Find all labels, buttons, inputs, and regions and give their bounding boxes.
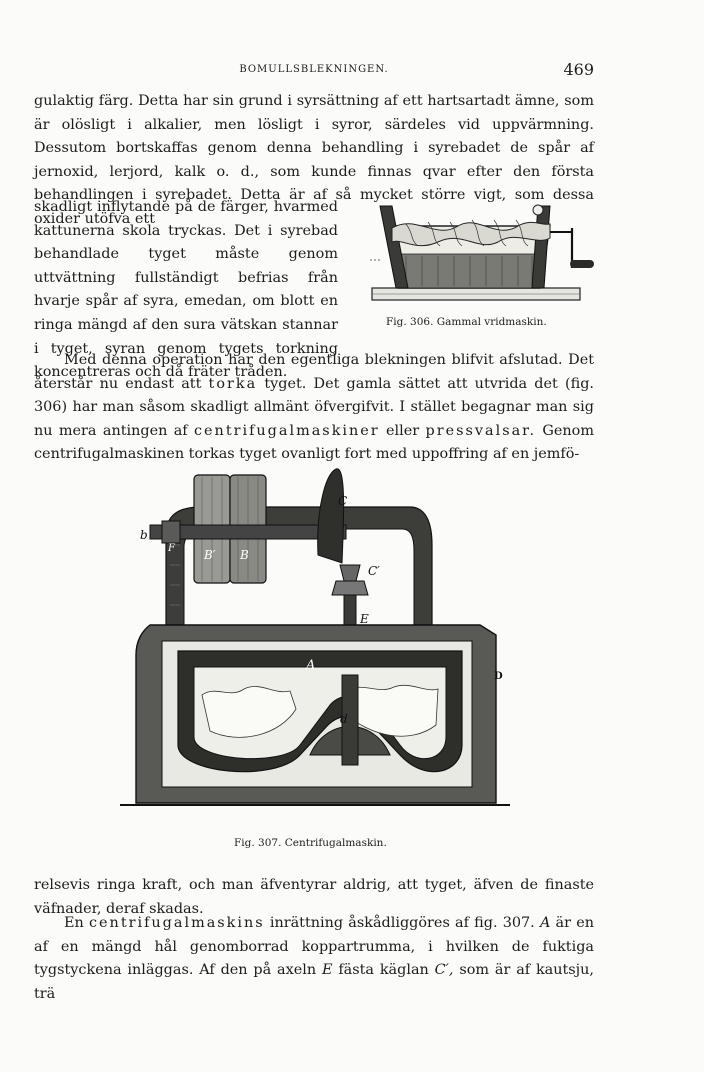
machine-term-centrifugalmaskins: centrifugalmaskins [88, 915, 265, 931]
drying-term-centrifugalmaskiner: centrifugalmaskiner [193, 422, 380, 439]
label-d: d [340, 712, 348, 726]
drying-text-4: Genom centrifugalmaskinen torkas tyget ovanligt fort med uppoffring af en jemfö- [34, 422, 594, 463]
machine-text-4: fästa käglan [332, 962, 435, 979]
drying-text-3: eller [379, 422, 426, 439]
drying-term-torka: torka [208, 375, 258, 392]
machine-text-5: som är af kautsju, trä [34, 962, 594, 1002]
page-header [34, 60, 594, 82]
machine-var-c-prime: C′, [434, 962, 454, 979]
label-b: b [140, 528, 148, 542]
label-b-cap: B [240, 548, 249, 562]
wringing-machine-illustration [366, 200, 596, 312]
machine-text-2: inrättning åskådliggöres af fig. 307. [264, 915, 540, 931]
machine-description-paragraph [34, 912, 594, 1006]
label-f: F [168, 543, 175, 554]
centrifugal-machine-illustration [110, 455, 520, 815]
label-c: C [338, 494, 348, 508]
figure-307 [110, 455, 520, 849]
machine-var-e: E [321, 962, 333, 979]
machine-var-a: A [539, 915, 551, 931]
label-a: A [306, 658, 316, 673]
label-c-prime: C′ [368, 564, 380, 578]
drying-text-2: tyget. Det gamla sättet att utvrida det (fig. 306) har man såsom skadligt allmänt öfvergifvit. I stället begagnar man sig nu mera antingen af [34, 375, 594, 439]
machine-text-3: är en af en mängd hål genomborrad koppartrumma, i hvilken de fuktiga tygstyckena inläggas. Af den på axeln [34, 915, 594, 979]
figure-306 [366, 200, 596, 336]
figure-306-caption: Fig. 306. Gammal vridmaskin. [386, 316, 547, 328]
figure-307-caption: Fig. 307. Centrifugalmaskin. [234, 837, 387, 849]
page-number: 469 [563, 60, 594, 79]
machine-text-1: En [64, 915, 89, 931]
running-title: BOMULLSBLEKNINGEN. [239, 64, 389, 75]
continuation-paragraph: relsevis ringa kraft, och man äfventyrar aldrig, att tyget, äfven de finaste väfnader, deraf skadas. [34, 877, 594, 917]
drying-text-1: Med denna operation har den egentliga blekningen blifvit afslutad. Det återstår nu endast att [34, 352, 594, 392]
drying-paragraph [34, 349, 594, 467]
intro-paragraph-full: gulaktig färg. Detta har sin grund i syrsättning af ett hartsartadt ämne, som är olösligt i alkalier, men lösligt i syror, särdeles vid uppvärmning. Dessutom bortskaffas genom denna behandling i syrebadet de spår af jernoxid, lerjord, kalk o. d., som kunde finnas qvar efter den första behandlingen i syrebadet. Detta är af så mycket större vigt, som dessa oxider utöfva ett [34, 93, 594, 227]
intro-paragraph-narrow: skadligt inflytande på de färger, hvarmed kattunerna skola tryckas. Det i syrebad behandlade tyget måste genom uttvättning fullständigt befrias från hvarje spår af syra, emedan, om blott en ringa mängd af den sura vätskan stannar i tyget, syran genom tygets torkning koncentreras och då fräter tråden. [34, 199, 338, 381]
label-e: E [360, 612, 369, 626]
drying-term-pressvalsar: pressvalsar. [425, 422, 537, 439]
label-d-cap: D [494, 671, 503, 682]
label-b-prime: B′ [204, 548, 216, 562]
